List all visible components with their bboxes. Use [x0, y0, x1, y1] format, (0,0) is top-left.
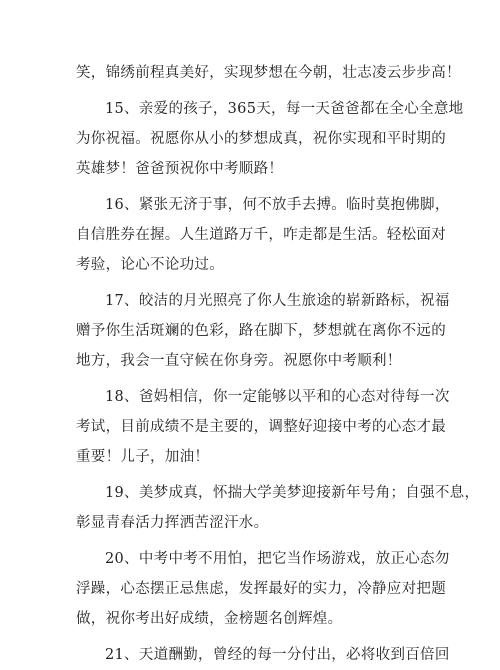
paragraph-line: 15、亲爱的孩子，365天，每一天爸爸都在全心全意地	[105, 101, 464, 117]
paragraph-line: 英雄梦！爸爸预祝你中考顺路！	[76, 161, 284, 177]
paragraph-line: 考试，目前成绩不是主要的，调整好迎接中考的心态才最	[76, 419, 446, 435]
paragraph-line: 地方，我会一直守候在你身旁。祝愿你中考顺利！	[76, 353, 402, 369]
paragraph-line: 考验，论心不论功过。	[76, 257, 224, 273]
paragraph-line: 为你祝福。祝愿你从小的梦想成真，祝你实现和平时期的	[76, 131, 446, 147]
paragraph-line: 20、中考中考不用怕，把它当作场游戏，放正心态勿	[105, 551, 450, 567]
paragraph-line: 16、紧张无济于事，何不放手去搏。临时莫抱佛脚，	[105, 197, 450, 213]
paragraph-line: 浮躁，心态摆正忌焦虑，发挥最好的实力，冷静应对把题	[76, 581, 446, 597]
paragraph-line: 彰显青春活力挥洒苦涩汗水。	[76, 515, 269, 531]
paragraph-line: 重要！儿子，加油！	[76, 449, 210, 465]
paragraph-line: 18、爸妈相信，你一定能够以平和的心态对待每一次	[105, 389, 450, 405]
document-body	[76, 58, 480, 670]
paragraph-line: 做，祝你考出好成绩，金榜题名创辉煌。	[76, 611, 343, 627]
paragraph-line: 21、天道酬勤，曾经的每一分付出，必将收到百倍回	[105, 647, 450, 663]
paragraph-line: 17、皎洁的月光照亮了你人生旅途的崭新路标，祝福	[105, 293, 450, 309]
paragraph-line: 赠予你生活斑斓的色彩，路在脚下，梦想就在离你不远的	[76, 323, 446, 339]
paragraph-line: 19、美梦成真，怀揣大学美梦迎接新年号角；自强不息，	[105, 485, 480, 501]
paragraph-line: 笑，锦绣前程真美好，实现梦想在今朝，壮志凌云步步高！	[76, 65, 461, 81]
paragraph-line: 自信胜券在握。人生道路万千，咋走都是生活。轻松面对	[76, 227, 446, 243]
